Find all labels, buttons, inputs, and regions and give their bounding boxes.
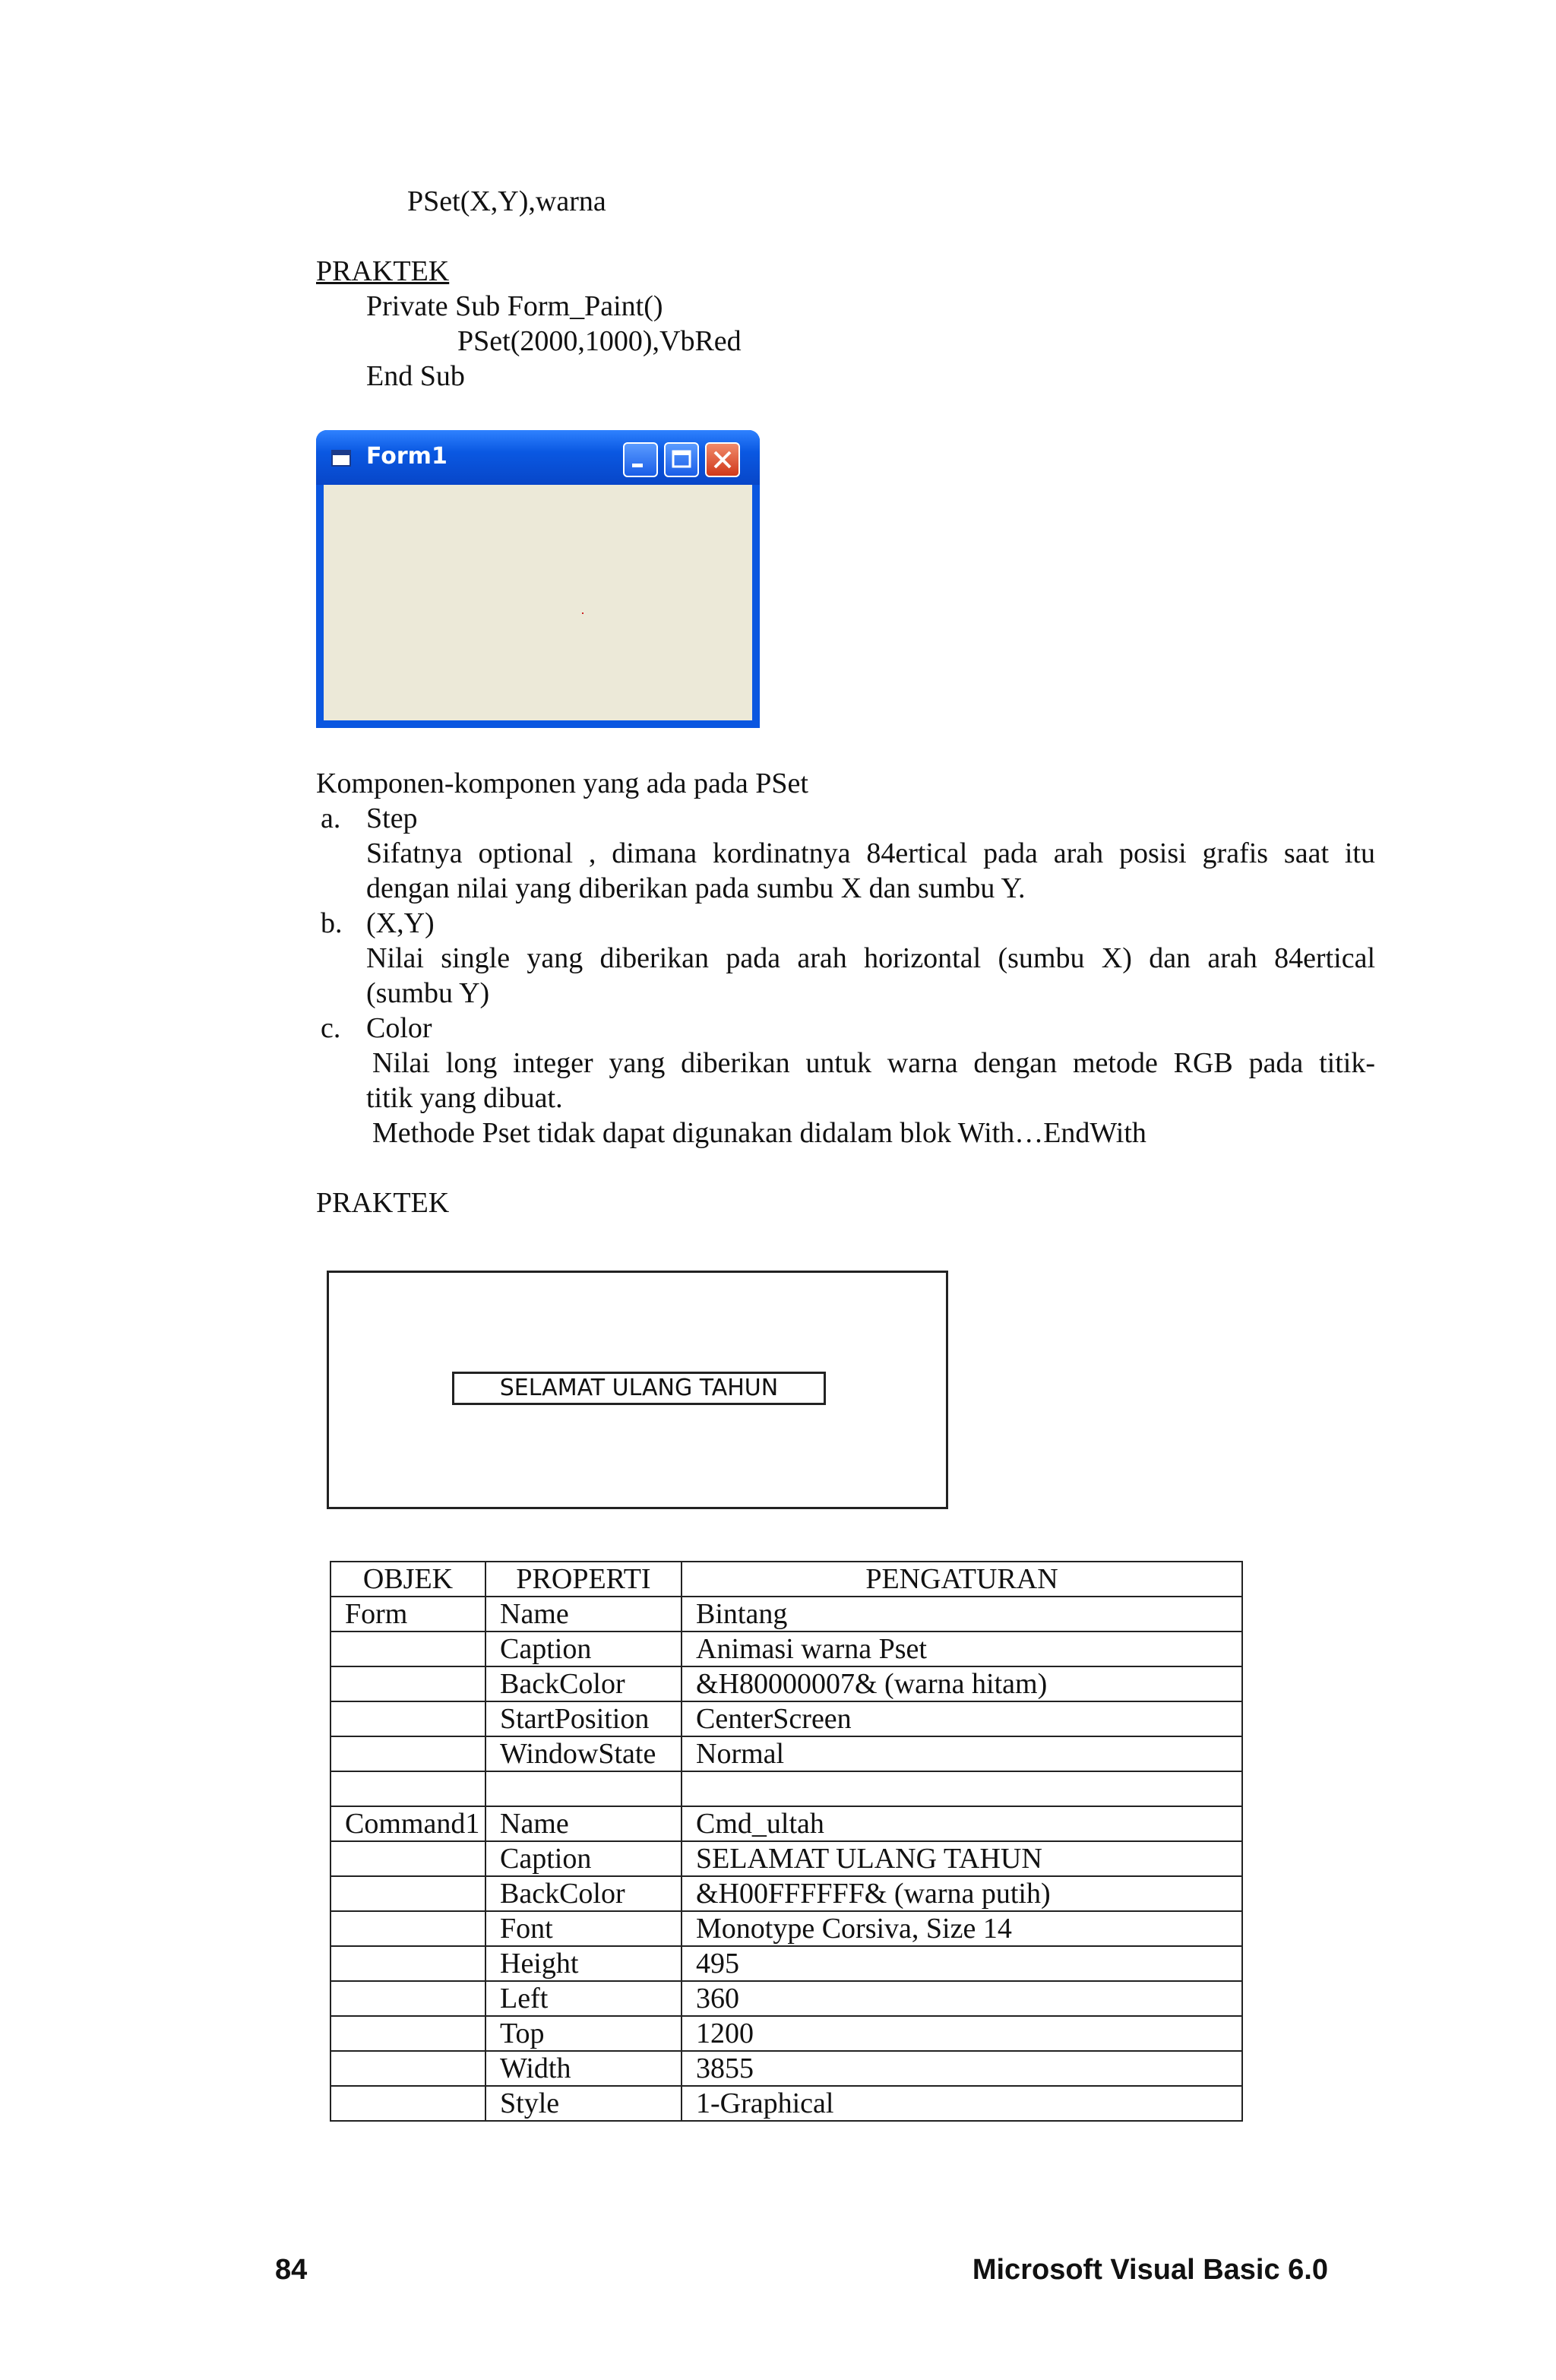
cell-properti: Top [485,2016,682,2051]
cell-properti [485,1771,682,1806]
table-row [330,1946,1242,1981]
header-objek: OBJEK [330,1562,485,1597]
cell-pengaturan: &H00FFFFFF& (warna putih) [682,1876,1242,1911]
cell-pengaturan [682,1771,1242,1806]
cell-properti: Font [485,1911,682,1946]
cell-properti: Caption [485,1841,682,1876]
close-icon [707,444,738,476]
code-line: End Sub [366,360,465,392]
table-header-row [330,1562,1242,1597]
list-marker: b. [321,907,343,939]
selamat-ulang-tahun-button[interactable]: SELAMAT ULANG TAHUN [452,1372,826,1405]
cell-properti: Left [485,1981,682,2016]
cell-properti: BackColor [485,1876,682,1911]
code-line: PSet(2000,1000),VbRed [457,325,742,357]
table-row [330,1981,1242,2016]
pset-pixel [582,612,584,614]
cell-objek: Command1 [330,1806,485,1841]
cell-pengaturan: CenterScreen [682,1701,1242,1736]
table-row [330,1666,1242,1701]
minimize-button[interactable] [623,442,658,477]
cell-pengaturan: Bintang [682,1597,1242,1632]
cell-properti: Name [485,1597,682,1632]
cell-objek [330,2051,485,2086]
table-row [330,1771,1242,1806]
cell-pengaturan: 1-Graphical [682,2086,1242,2121]
list-item-text: Nilai single yang diberikan pada arah horizontal (sumbu X) dan arah 84ertical [366,942,1375,974]
cell-objek [330,1981,485,2016]
table-row [330,1597,1242,1632]
cell-properti: Height [485,1946,682,1981]
list-item-text: Sifatnya optional , dimana kordinatnya 84ertical pada arah posisi grafis saat itu [366,837,1375,869]
cell-pengaturan: SELAMAT ULANG TAHUN [682,1841,1242,1876]
form-window [316,430,760,728]
cell-objek [330,1946,485,1981]
cell-objek [330,1666,485,1701]
cell-objek [330,1911,485,1946]
list-item-title: Color [366,1012,432,1044]
header-pengaturan: PENGATURAN [682,1562,1242,1597]
property-table [330,1561,1243,2122]
window-title: Form1 [366,443,448,470]
cell-pengaturan: Animasi warna Pset [682,1632,1242,1666]
cell-objek [330,1876,485,1911]
list-item-text: Methode Pset tidak dapat digunakan didalam blok With…EndWith [372,1117,1146,1149]
book-title: Microsoft Visual Basic 6.0 [972,2254,1328,2286]
cell-objek: Form [330,1597,485,1632]
cell-properti: Width [485,2051,682,2086]
header-properti: PROPERTI [485,1562,682,1597]
table-row [330,1632,1242,1666]
cell-pengaturan: &H80000007& (warna hitam) [682,1666,1242,1701]
cell-properti: BackColor [485,1666,682,1701]
minimize-icon [625,444,656,476]
list-item-title: (X,Y) [366,907,435,939]
table-row [330,1736,1242,1771]
close-button[interactable] [705,442,740,477]
list-marker: c. [321,1012,341,1044]
table-row [330,1876,1242,1911]
form-design-figure [327,1271,948,1509]
table-row [330,2016,1242,2051]
page-number: 84 [275,2254,308,2286]
list-item-text: (sumbu Y) [366,977,490,1009]
cell-properti: WindowState [485,1736,682,1771]
table-row [330,2051,1242,2086]
cell-properti: Style [485,2086,682,2121]
cell-pengaturan: 495 [682,1946,1242,1981]
cell-pengaturan: Normal [682,1736,1242,1771]
cell-pengaturan: 360 [682,1981,1242,2016]
cell-objek [330,1771,485,1806]
cell-properti: StartPosition [485,1701,682,1736]
code-syntax: PSet(X,Y),warna [407,185,606,217]
table-row [330,1806,1242,1841]
cell-pengaturan: Monotype Corsiva, Size 14 [682,1911,1242,1946]
table-row [330,2086,1242,2121]
cell-properti: Name [485,1806,682,1841]
cell-objek [330,1841,485,1876]
cell-pengaturan: 3855 [682,2051,1242,2086]
cell-objek [330,2016,485,2051]
list-item-title: Step [366,802,418,834]
table-row [330,1701,1242,1736]
list-item-text: titik yang dibuat. [366,1082,563,1114]
form-client-area [324,485,752,720]
list-marker: a. [321,802,341,834]
praktek-heading: PRAKTEK [316,255,450,287]
cell-pengaturan: Cmd_ultah [682,1806,1242,1841]
cell-properti: Caption [485,1632,682,1666]
cell-objek [330,1736,485,1771]
cell-pengaturan: 1200 [682,2016,1242,2051]
cell-objek [330,2086,485,2121]
maximize-icon [666,444,697,476]
list-item-text: dengan nilai yang diberikan pada sumbu X dan sumbu Y. [366,872,1026,904]
cell-objek [330,1632,485,1666]
maximize-button[interactable] [664,442,699,477]
table-row [330,1911,1242,1946]
form-icon [331,450,351,467]
list-item-text: Nilai long integer yang diberikan untuk warna dengan metode RGB pada titik- [372,1047,1375,1079]
window-titlebar[interactable] [316,430,760,485]
code-line: Private Sub Form_Paint() [366,290,663,322]
cell-objek [330,1701,485,1736]
components-intro: Komponen-komponen yang ada pada PSet [316,767,808,799]
praktek-heading: PRAKTEK [316,1187,450,1219]
table-row [330,1841,1242,1876]
